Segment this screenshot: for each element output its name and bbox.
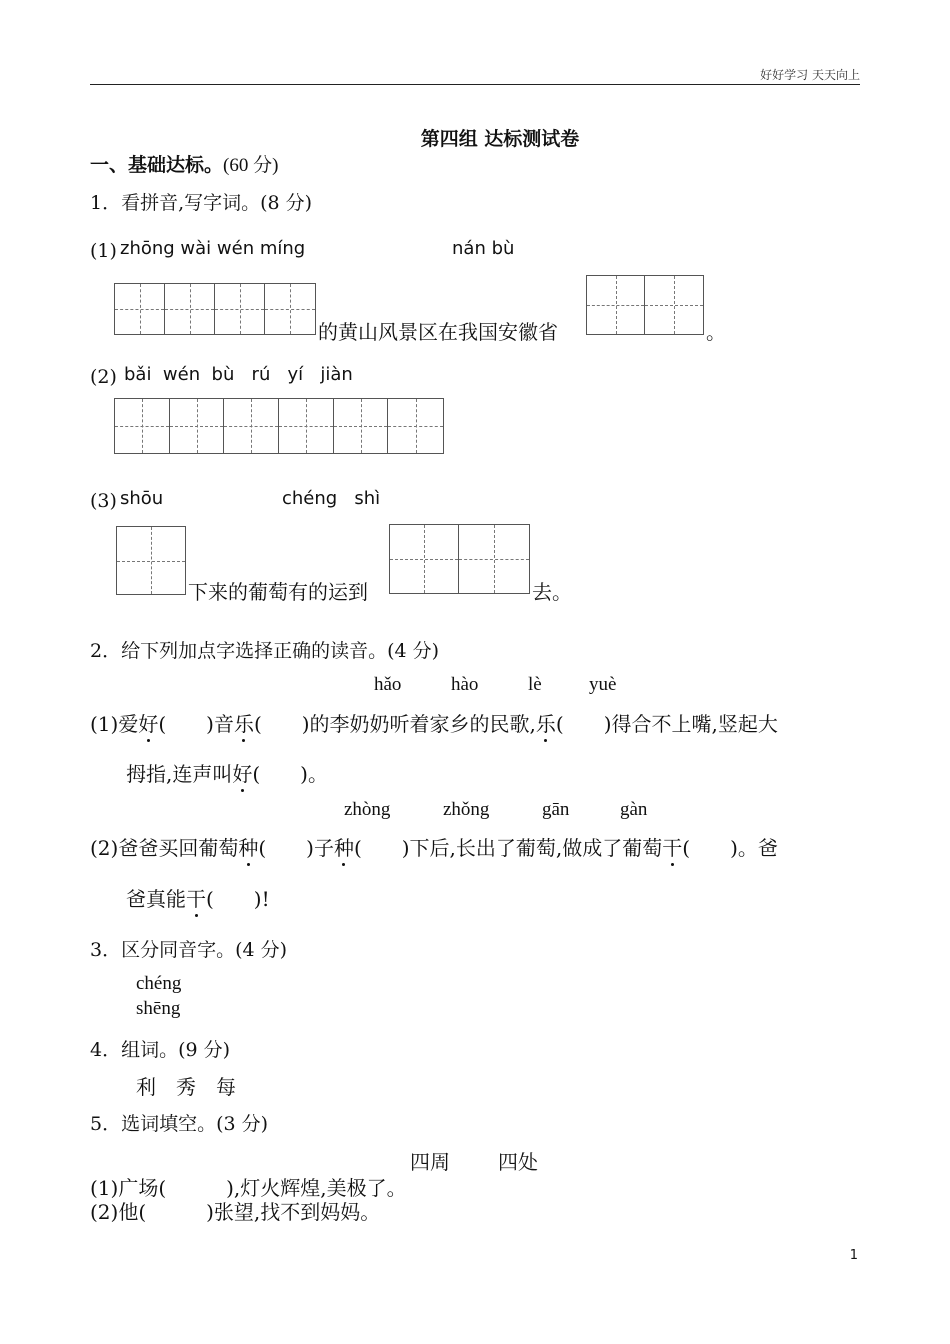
q2-s1-option-2: hào: [451, 674, 479, 695]
text-segment: (1)爱: [90, 712, 139, 736]
q2-s2-option-4: gàn: [620, 799, 648, 820]
dotted-char: 乐: [536, 708, 556, 737]
write-cell[interactable]: [390, 525, 459, 593]
q1-p1-number: (1): [90, 240, 117, 262]
write-cell[interactable]: [115, 284, 165, 334]
header-motto: 好好学习 天天向上: [760, 68, 860, 82]
text-segment: (2)爸爸买回葡萄: [90, 836, 239, 860]
text-segment: ( )下后,长出了葡萄,做成了葡萄: [353, 836, 663, 860]
text-segment: ( )!: [206, 887, 270, 911]
text-segment: ( )的李奶奶听着家乡的民歌,: [253, 712, 536, 736]
text-segment: ( )音: [158, 712, 234, 736]
write-cell[interactable]: [265, 284, 315, 334]
q1-p3-pinyin-a: shōu: [120, 488, 164, 509]
q5-sentence-2: (2)他( )张望,找不到妈妈。: [90, 1200, 381, 1224]
text-segment: ( )。爸: [682, 836, 778, 860]
q1-p1-write-grid-b[interactable]: [586, 275, 704, 335]
q4-chars: 利 秀 每: [136, 1075, 236, 1099]
q5-option-2: 四处: [498, 1150, 538, 1174]
q2-s1-line2: [126, 758, 328, 787]
q2-label: 2．给下列加点字选择正确的读音。(4 分): [90, 640, 440, 662]
q1-p2-number: (2): [90, 366, 117, 388]
text-segment: ( )。: [252, 762, 328, 786]
write-cell[interactable]: [224, 399, 279, 453]
dotted-char: 种: [238, 832, 258, 861]
q2-s1-option-1: hǎo: [374, 674, 402, 695]
dotted-char: 干: [186, 883, 206, 912]
q2-s1-option-3: lè: [528, 674, 542, 695]
write-cell[interactable]: [165, 284, 215, 334]
q2-s2-option-2: zhǒng: [443, 799, 490, 820]
write-cell[interactable]: [170, 399, 225, 453]
q1-p1-write-grid-a[interactable]: [114, 283, 316, 335]
text-segment: 拇指,连声叫: [126, 762, 233, 786]
q2-s1-line1: [90, 708, 778, 737]
q1-p3-number: (3): [90, 490, 117, 512]
header-divider: [90, 84, 860, 85]
dotted-char: 干: [662, 832, 682, 861]
write-cell[interactable]: [279, 399, 334, 453]
write-cell[interactable]: [115, 399, 170, 453]
write-cell[interactable]: [587, 276, 645, 334]
q1-label: 1．看拼音,写字词。(8 分): [90, 192, 313, 214]
q1-p3-pinyin-b: chéng shì: [282, 488, 381, 509]
write-cell[interactable]: [388, 399, 443, 453]
page-title: 第四组 达标测试卷: [420, 128, 580, 150]
q1-p3-end: 去。: [532, 580, 572, 604]
q1-p1-pinyin-a: zhōng wài wén míng: [120, 238, 306, 259]
write-cell[interactable]: [117, 527, 185, 594]
q5-option-1: 四周: [410, 1150, 450, 1174]
q1-p3-write-grid-b[interactable]: [389, 524, 530, 594]
section-1-points: (60 分): [223, 155, 279, 176]
write-cell[interactable]: [459, 525, 529, 593]
q5-sentence-1: (1)广场( ),灯火辉煌,美极了。: [90, 1176, 407, 1200]
write-cell[interactable]: [334, 399, 389, 453]
q2-s2-line2: [126, 883, 270, 912]
q3-item-2: shēng: [136, 998, 181, 1019]
dotted-char: 好: [232, 758, 252, 787]
q2-s2-line1: [90, 832, 778, 861]
page-number: 1: [849, 1248, 858, 1263]
q5-label: 5．选词填空。(3 分): [90, 1113, 269, 1135]
q1-p2-write-grid[interactable]: [114, 398, 444, 454]
section-1-heading: [90, 150, 278, 177]
q3-item-1: chéng: [136, 973, 182, 994]
dotted-char: 好: [138, 708, 158, 737]
dotted-char: 乐: [234, 708, 254, 737]
q1-p3-write-grid-a[interactable]: [116, 526, 186, 595]
q1-p1-pinyin-b: nán bù: [452, 238, 515, 259]
q2-s2-option-3: gān: [542, 799, 570, 820]
text-segment: 爸真能: [126, 887, 186, 911]
write-cell[interactable]: [215, 284, 265, 334]
q1-p1-text: 的黄山风景区在我国安徽省: [318, 320, 558, 344]
q3-label: 3．区分同音字。(4 分): [90, 939, 288, 961]
write-cell[interactable]: [645, 276, 703, 334]
q2-s2-option-1: zhòng: [344, 799, 391, 820]
q1-p3-text: 下来的葡萄有的运到: [188, 580, 368, 604]
section-1-label: 一、基础达标。: [90, 154, 224, 176]
text-segment: ( )子: [258, 836, 334, 860]
q1-p1-end: 。: [706, 320, 726, 344]
q1-p2-pinyin: bǎi wén bù rú yí jiàn: [124, 364, 353, 385]
q2-s1-option-4: yuè: [589, 674, 617, 695]
dotted-char: 种: [334, 832, 354, 861]
q4-label: 4．组词。(9 分): [90, 1039, 231, 1061]
text-segment: ( )得合不上嘴,竖起大: [555, 712, 778, 736]
